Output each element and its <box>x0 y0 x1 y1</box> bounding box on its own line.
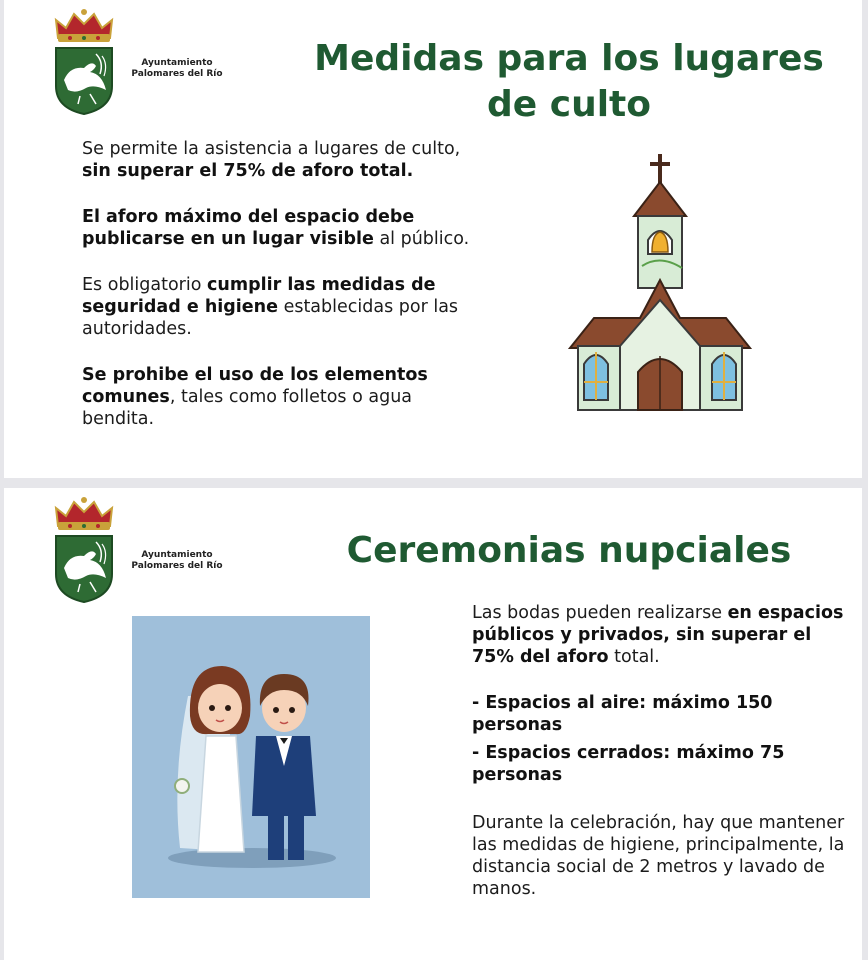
coat-of-arms-logo <box>50 4 118 116</box>
org-name <box>122 550 232 572</box>
text: Las bodas pueden realizarse <box>472 603 728 623</box>
slide-lugares-de-culto <box>4 0 862 478</box>
text: Se permite la asistencia a lugares de culto, <box>82 139 461 159</box>
org-line1: Ayuntamiento <box>141 58 213 68</box>
bold-text: cumplir las medidas de seguridad e higiene <box>82 275 436 317</box>
paragraph-celebracion: Durante la celebración, hay que mantener las medidas de higiene, principalmente, la distancia social de 2 metros y lavado de manos. <box>472 813 845 899</box>
paragraph-asistencia <box>82 138 482 182</box>
bold-text: - Espacios cerrados: máximo 75 personas <box>472 743 785 785</box>
bold-text: - Espacios al aire: máximo 150 personas <box>472 693 773 735</box>
body-text <box>472 602 852 924</box>
coat-of-arms-logo <box>50 492 118 604</box>
text: , tales como folletos o agua bendita. <box>82 387 413 429</box>
church-illustration <box>564 150 756 416</box>
org-line2: Palomares del Río <box>131 561 223 571</box>
slide-ceremonias-nupciales <box>4 488 862 960</box>
wedding-couple-illustration <box>132 616 370 898</box>
bold-text: sin superar el 75% de aforo total. <box>82 161 414 181</box>
text: Es obligatorio <box>82 275 208 295</box>
org-line2: Palomares del Río <box>131 69 223 79</box>
text: al público. <box>373 229 470 249</box>
list-item <box>472 742 852 786</box>
text: establecidas por las autoridades. <box>82 297 459 339</box>
body-text <box>82 138 482 454</box>
org-name <box>122 58 232 80</box>
list-item <box>472 692 852 736</box>
slide-title: Ceremonias nupciales <box>346 530 792 571</box>
bold-text: El aforo máximo del espacio debe publicarse en un lugar visible <box>82 207 415 249</box>
paragraph-bodas <box>472 602 852 668</box>
bold-text: Se prohibe el uso de los elementos comunes <box>82 365 428 407</box>
org-line1: Ayuntamiento <box>141 550 213 560</box>
bold-text: en espacios públicos y privados, sin superar el 75% del aforo <box>472 603 844 667</box>
paragraph-aforo <box>82 206 482 250</box>
slide-title: Medidas para los lugares de culto <box>314 38 824 125</box>
text: total. <box>608 647 660 667</box>
paragraph-medidas <box>82 274 482 340</box>
paragraph-elementos <box>82 364 482 430</box>
